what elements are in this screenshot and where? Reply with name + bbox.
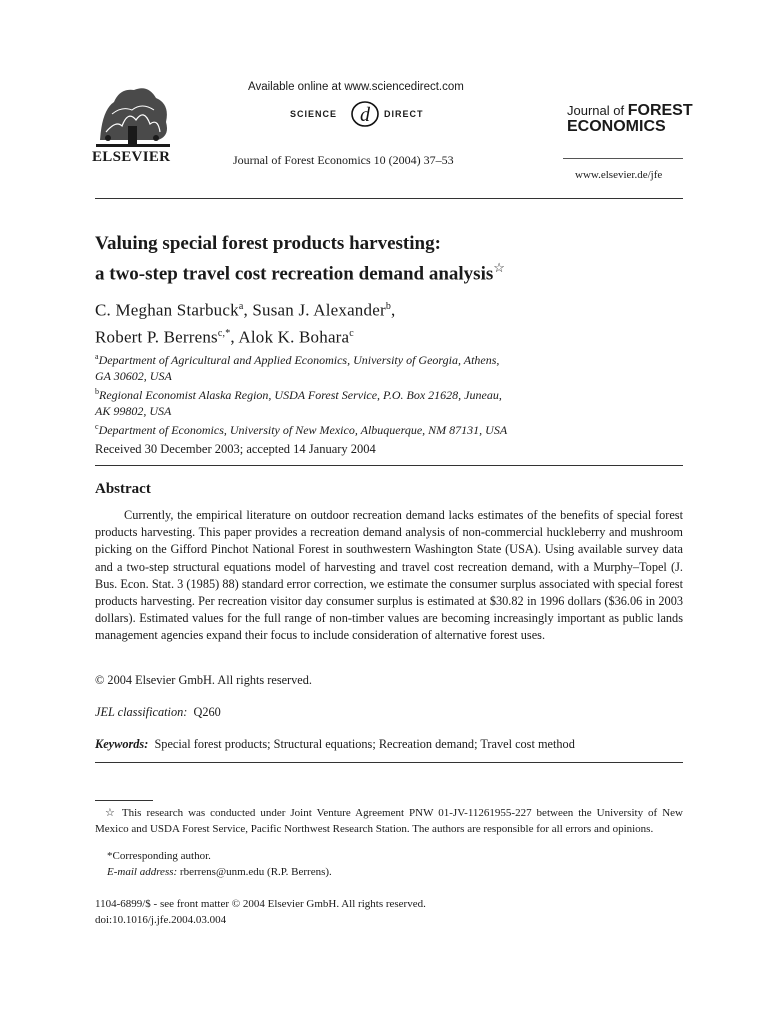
email-link[interactable]: rberrens@unm.edu (R.P. Berrens). xyxy=(179,866,332,878)
sd-left-text: SCIENCE xyxy=(290,109,338,119)
footnote-star: ☆ xyxy=(105,807,118,819)
issn-block xyxy=(95,897,426,928)
sciencedirect-logo[interactable] xyxy=(290,100,450,128)
affil-text: Regional Economist Alaska Region, USDA Forest Service, P.O. Box 21628, Juneau, xyxy=(99,388,502,402)
jel-value: Q260 xyxy=(193,705,221,719)
title-footnote-star[interactable]: ☆ xyxy=(493,260,505,275)
author-affil-sup[interactable]: c,* xyxy=(217,327,231,339)
keywords xyxy=(95,737,575,752)
author-affil-sup[interactable]: c xyxy=(349,327,354,339)
affil-marker: b xyxy=(95,387,99,396)
author-name[interactable]: C. Meghan Starbuck xyxy=(95,300,239,320)
affil-text: Department of Economics, University of New Mexico, Albuquerque, NM 87131, USA xyxy=(98,423,508,437)
affil-text: AK 99802, USA xyxy=(95,404,172,418)
jel-label: JEL classification: xyxy=(95,705,188,719)
affil-marker: c xyxy=(95,422,99,431)
affiliations xyxy=(95,349,655,438)
affil-marker: a xyxy=(95,352,99,361)
keywords-value: Special forest products; Structural equations; Recreation demand; Travel cost method xyxy=(154,737,575,751)
funding-footnote xyxy=(95,806,683,837)
journal-logo-forest: FOREST xyxy=(627,102,693,119)
affiliation-a xyxy=(95,349,655,368)
affiliation-c xyxy=(95,419,655,438)
author-list xyxy=(95,295,395,348)
author-separator: , xyxy=(391,300,396,320)
publisher-name: ELSEVIER xyxy=(92,149,171,165)
affil-text: GA 30602, USA xyxy=(95,369,172,383)
received-dates: Received 30 December 2003; accepted 14 January 2004 xyxy=(95,442,376,456)
article-title xyxy=(95,232,505,286)
author-separator: , xyxy=(243,300,253,320)
journal-logo-economics: ECONOMICS xyxy=(567,118,666,135)
footnote-rule xyxy=(95,800,153,801)
journal-url-link[interactable]: www.elsevier.de/jfe xyxy=(575,169,663,181)
footnote-text: This research was conducted under Joint Venture Agreement PNW 01-JV-11261955-227 between the University of New Mexico and USDA Forest Service, Pacific Northwest Research Station. The authors are responsible for all errors and opinions. xyxy=(95,807,683,835)
affiliation-b xyxy=(95,384,655,403)
keywords-label: Keywords: xyxy=(95,737,149,751)
abstract-heading: Abstract xyxy=(95,481,151,497)
journal-citation: Journal of Forest Economics 10 (2004) 37–53 xyxy=(233,153,454,167)
available-online-text[interactable]: Available online at www.sciencedirect.com xyxy=(248,81,464,93)
abstract-copyright: © 2004 Elsevier GmbH. All rights reserved. xyxy=(95,673,312,687)
author-name[interactable]: Robert P. Berrens xyxy=(95,327,218,347)
title-line-2: a two-step travel cost recreation demand analysis xyxy=(95,263,494,285)
author-name[interactable]: Alok K. Bohara xyxy=(238,327,350,347)
email-note xyxy=(107,866,332,878)
header-rule xyxy=(95,198,683,199)
abstract-top-rule xyxy=(95,465,683,466)
jel-classification xyxy=(95,705,221,720)
email-label: E-mail address: xyxy=(107,866,178,878)
logo-divider xyxy=(563,158,683,159)
sciencedirect-d-icon xyxy=(350,100,380,128)
title-line-1: Valuing special forest products harvesting: xyxy=(95,233,441,254)
svg-text:d: d xyxy=(360,104,370,126)
affil-text: Department of Agricultural and Applied Economics, University of Georgia, Athens, xyxy=(98,353,500,367)
author-name[interactable]: Susan J. Alexander xyxy=(252,300,386,320)
elsevier-tree-logo xyxy=(92,80,174,150)
author-affil-sup[interactable]: a xyxy=(238,301,244,312)
journal-logo xyxy=(567,104,693,136)
doi-link[interactable]: doi:10.1016/j.jfe.2004.03.004 xyxy=(95,913,227,926)
abstract-bottom-rule xyxy=(95,762,683,763)
issn-line: 1104-6899/$ - see front matter © 2004 Elsevier GmbH. All rights reserved. xyxy=(95,898,426,910)
author-affil-sup[interactable]: b xyxy=(385,301,392,312)
journal-logo-prefix: Journal of xyxy=(567,103,625,118)
abstract-body: Currently, the empirical literature on outdoor recreation demand lacks estimates of the benefits of special forest products harvesting. This paper provides a recreation demand analysis of non-commercial huckleberry and mushroom picking on the Gifford Pinchot National Forest in southwestern Washington State (USA). Using available survey data and a two-step structural equations model of harvesting and travel cost recreation demand, with a Murphy–Topel (J. Bus. Econ. Stat. 3 (1985) 88) standard error correction, we estimate the consumer surplus associated with special forest products harvesting. Per recreation visitor day consumer surplus is estimated at $30.82 in 1996 dollars ($36.06 in 2003 dollars). Estimated values for the full range of non-timber values are becoming increasingly important as public lands management agencies expand their focus to include consideration of alternative forest uses. xyxy=(95,508,683,643)
corresponding-author-note: *Corresponding author. xyxy=(107,850,211,862)
sd-right-text: DIRECT xyxy=(384,109,424,119)
author-separator: , xyxy=(230,327,239,347)
